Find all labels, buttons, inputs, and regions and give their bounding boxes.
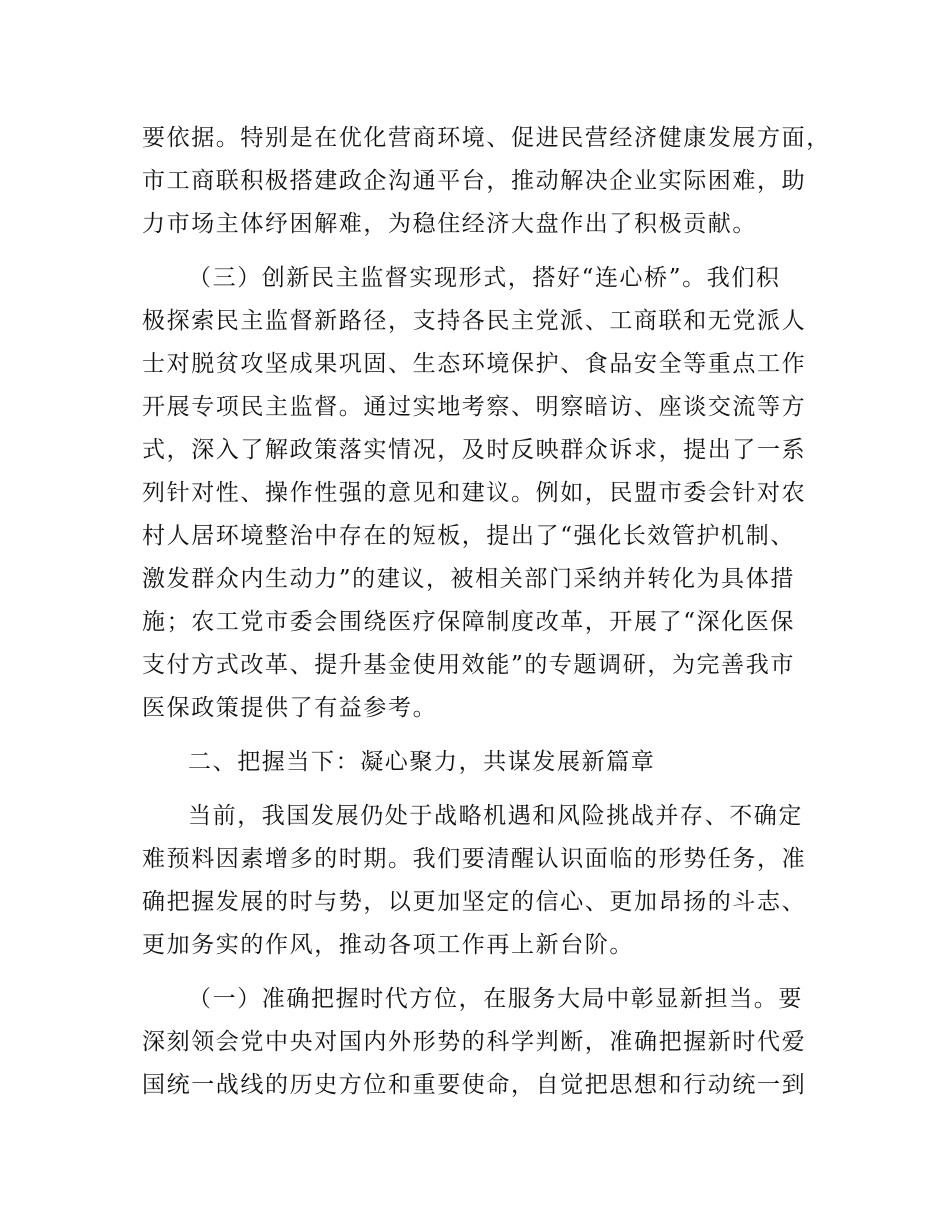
text-line: 士对脱贫攻坚成果巩固、生态环境保护、食品安全等重点工作 [142, 351, 807, 377]
text-line: 施；农工党市委会围绕医疗保障制度改革，开展了“深化医保 [142, 609, 795, 635]
text-line: 力市场主体纾困解难，为稳住经济大盘作出了积极贡献。 [142, 211, 757, 237]
text-line: 难预料因素增多的时期。我们要清醒认识面临的形势任务，准 [142, 846, 807, 872]
document-body [142, 117, 831, 1118]
heading-text: 二、把握当下：凝心聚力，共谋发展新篇章 [188, 749, 656, 775]
text-line: 支付方式改革、提升基金使用效能”的专题调研，为完善我市 [142, 652, 795, 678]
text-line: （一）准确把握时代方位，在服务大局中彰显新担当。要 [188, 986, 803, 1012]
text-line: 极探索民主监督新路径，支持各民主党派、工商联和无党派人 [142, 308, 807, 334]
section-heading [142, 741, 822, 784]
text-line: 开展专项民主监督。通过实地考察、明察暗访、座谈交流等方 [142, 394, 807, 420]
paragraph-4 [142, 978, 822, 1107]
text-line: 村人居环境整治中存在的短板，提出了“强化长效管护机制、 [142, 523, 795, 549]
text-line: 式，深入了解政策落实情况，及时反映群众诉求，提出了一系 [142, 437, 807, 463]
text-line: 国统一战线的历史方位和重要使命，自觉把思想和行动统一到 [142, 1072, 807, 1098]
paragraph-1 [142, 117, 831, 246]
text-line: 更加务实的作风，推动各项工作再上新台阶。 [142, 932, 634, 958]
text-line: 当前，我国发展仍处于战略机遇和风险挑战并存、不确定 [188, 803, 803, 829]
text-line: 深刻领会党中央对国内外形势的科学判断，准确把握新时代爱 [142, 1029, 807, 1055]
text-line: （三）创新民主监督实现形式，搭好“连心桥”。我们积 [188, 265, 781, 291]
paragraph-2 [142, 257, 822, 730]
paragraph-3 [142, 795, 822, 967]
text-line: 确把握发展的时与势，以更加坚定的信心、更加昂扬的斗志、 [142, 889, 807, 915]
text-line: 激发群众内生动力”的建议，被相关部门采纳并转化为具体措 [142, 566, 795, 592]
text-line: 列针对性、操作性强的意见和建议。例如，民盟市委会针对农 [142, 480, 807, 506]
text-line: 要依据。特别是在优化营商环境、促进民营经济健康发展方面， [142, 125, 831, 151]
text-line: 市工商联积极搭建政企沟通平台，推动解决企业实际困难，助 [142, 168, 807, 194]
text-line: 医保政策提供了有益参考。 [142, 695, 438, 721]
